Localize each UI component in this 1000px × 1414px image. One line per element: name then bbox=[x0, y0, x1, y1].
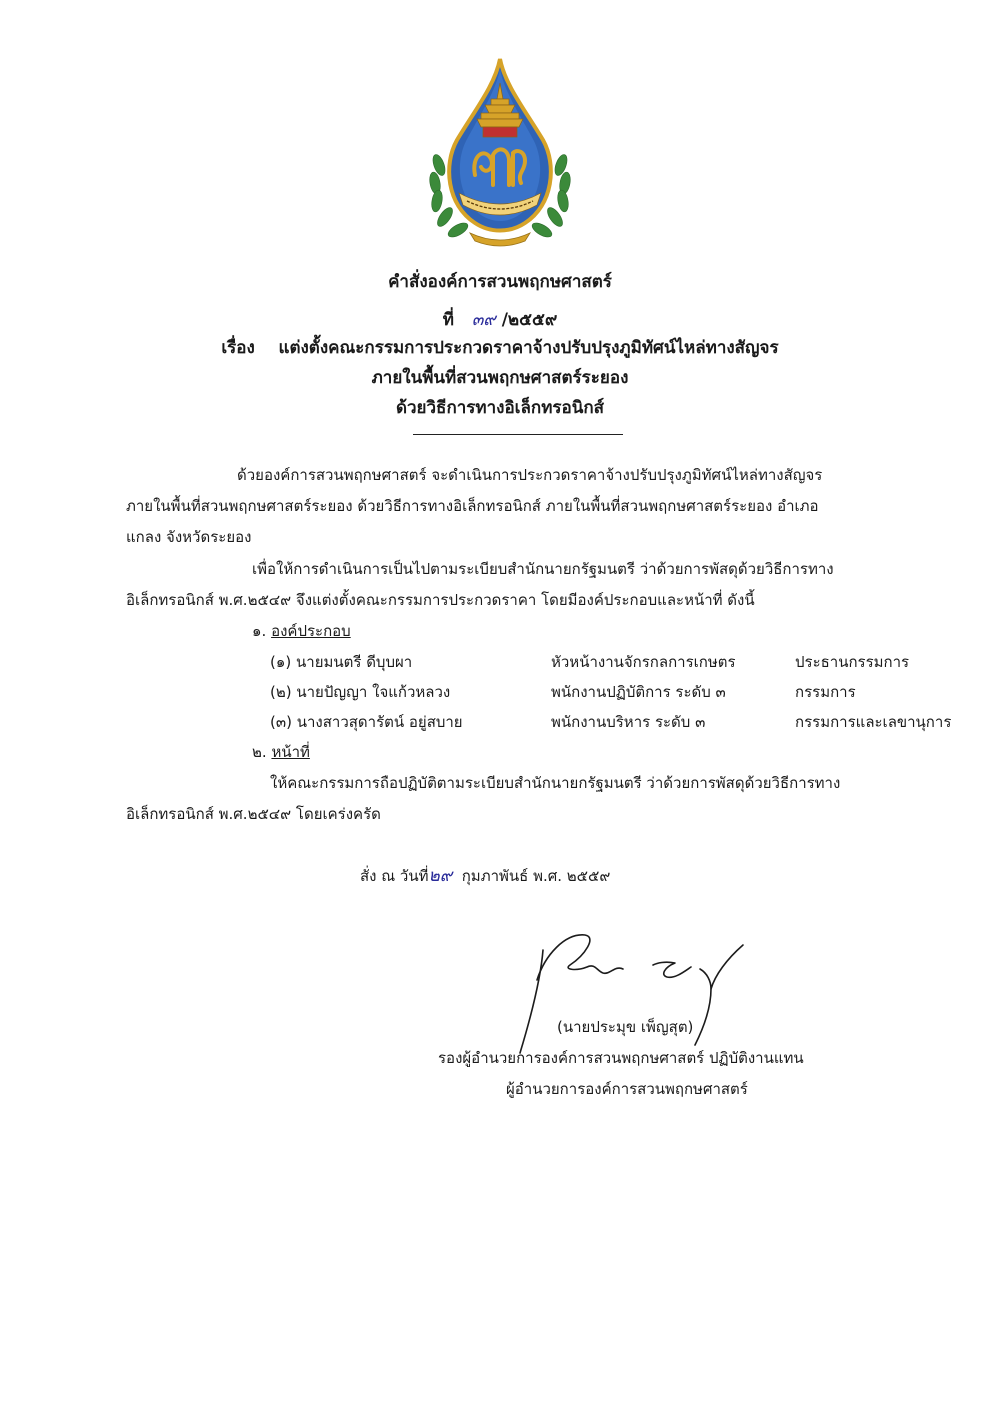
date-prefix: สั่ง ณ วันที่ bbox=[360, 867, 429, 885]
order-number bbox=[0, 308, 1000, 332]
order-title: คำสั่งองค์การสวนพฤกษศาสตร์ bbox=[388, 272, 612, 292]
member-name: นายมนตรี ดีบุบผา bbox=[296, 653, 413, 671]
date-day-handwritten: ๒๙ bbox=[428, 866, 453, 886]
paragraph-1-line-2: ภายในพื้นที่สวนพฤกษศาสตร์ระยอง ด้วยวิธีการทางอิเล็กทรอนิกส์ ภายในพื้นที่สวนพฤกษศาสตร์ระยอง อำเภอ bbox=[126, 497, 819, 515]
member-name: นางสาวสุดารัตน์ อยู่สบาย bbox=[296, 713, 463, 731]
member-3-role: กรรมการและเลขานุการ bbox=[795, 713, 952, 731]
subject-label: เรื่อง bbox=[221, 338, 255, 358]
paragraph-2-line-2: อิเล็กทรอนิกส์ พ.ศ.๒๕๔๙ จึงแต่งตั้งคณะกรรมการประกวดราคา โดยมีองค์ประกอบและหน้าที่ ดังนี้ bbox=[126, 591, 755, 609]
date-suffix: กุมภาพันธ์ พ.ศ. ๒๕๕๙ bbox=[461, 867, 611, 885]
member-name: นายปัญญา ใจแก้วหลวง bbox=[296, 683, 451, 701]
header-divider bbox=[413, 434, 623, 435]
subject-text-1: แต่งตั้งคณะกรรมการประกวดราคาจ้างปรับปรุงภูมิทัศน์ไหล่ทางสัญจร bbox=[278, 338, 779, 358]
paragraph-3-line-1: ให้คณะกรรมการถือปฏิบัติตามระเบียบสำนักนายกรัฐมนตรี ว่าด้วยการพัสดุด้วยวิธีการทาง bbox=[270, 774, 841, 792]
paragraph-1-line-1: ด้วยองค์การสวนพฤกษศาสตร์ จะดำเนินการประกวดราคาจ้างปรับปรุงภูมิทัศน์ไหล่ทางสัญจร bbox=[237, 466, 823, 484]
paragraph-2-line-1: เพื่อให้การดำเนินการเป็นไปตามระเบียบสำนักนายกรัฐมนตรี ว่าด้วยการพัสดุด้วยวิธีการทาง bbox=[252, 560, 834, 578]
member-2-role: กรรมการ bbox=[795, 683, 856, 701]
member-2-no-name bbox=[270, 681, 450, 703]
section-1-heading bbox=[252, 620, 351, 642]
signer-name: (นายประมุข เพ็ญสุต) bbox=[557, 1018, 694, 1036]
subject-line-3: ด้วยวิธีการทางอิเล็กทรอนิกส์ bbox=[395, 398, 605, 418]
member-2-position: พนักงานปฏิบัติการ ระดับ ๓ bbox=[551, 683, 726, 701]
section-2-heading bbox=[252, 741, 310, 763]
handwritten-signature bbox=[515, 925, 775, 1060]
member-1-role: ประธานกรรมการ bbox=[795, 653, 910, 671]
number-prefix: ที่ bbox=[442, 310, 454, 330]
organization-emblem-icon bbox=[425, 55, 575, 250]
paragraph-3-line-2: อิเล็กทรอนิกส์ พ.ศ.๒๕๔๙ โดยเคร่งครัด bbox=[126, 805, 381, 823]
paragraph-1-line-3: แกลง จังหวัดระยอง bbox=[126, 528, 252, 546]
member-3-no-name bbox=[270, 711, 463, 733]
number-suffix: /๒๕๕๙ bbox=[501, 310, 558, 330]
signer-title-line-1: รองผู้อำนวยการองค์การสวนพฤกษศาสตร์ ปฏิบัติงานแทน bbox=[438, 1049, 804, 1067]
section-2-number: ๒. bbox=[252, 743, 267, 761]
member-3-position: พนักงานบริหาร ระดับ ๓ bbox=[551, 713, 706, 731]
member-no: (๒) bbox=[270, 683, 292, 701]
section-1-number: ๑. bbox=[252, 622, 267, 640]
section-2-title: หน้าที่ bbox=[271, 743, 310, 761]
order-date bbox=[360, 865, 610, 887]
number-handwritten: ๓๙ bbox=[471, 310, 496, 330]
subject-line-1 bbox=[0, 336, 1000, 360]
member-1-no-name bbox=[270, 651, 412, 673]
member-no: (๑) bbox=[270, 653, 292, 671]
member-1-position: หัวหน้างานจักรกลการเกษตร bbox=[551, 653, 736, 671]
signer-title-line-2: ผู้อำนวยการองค์การสวนพฤกษศาสตร์ bbox=[506, 1080, 748, 1098]
member-no: (๓) bbox=[270, 713, 292, 731]
section-1-title: องค์ประกอบ bbox=[271, 622, 351, 640]
subject-line-2: ภายในพื้นที่สวนพฤกษศาสตร์ระยอง bbox=[371, 368, 629, 388]
